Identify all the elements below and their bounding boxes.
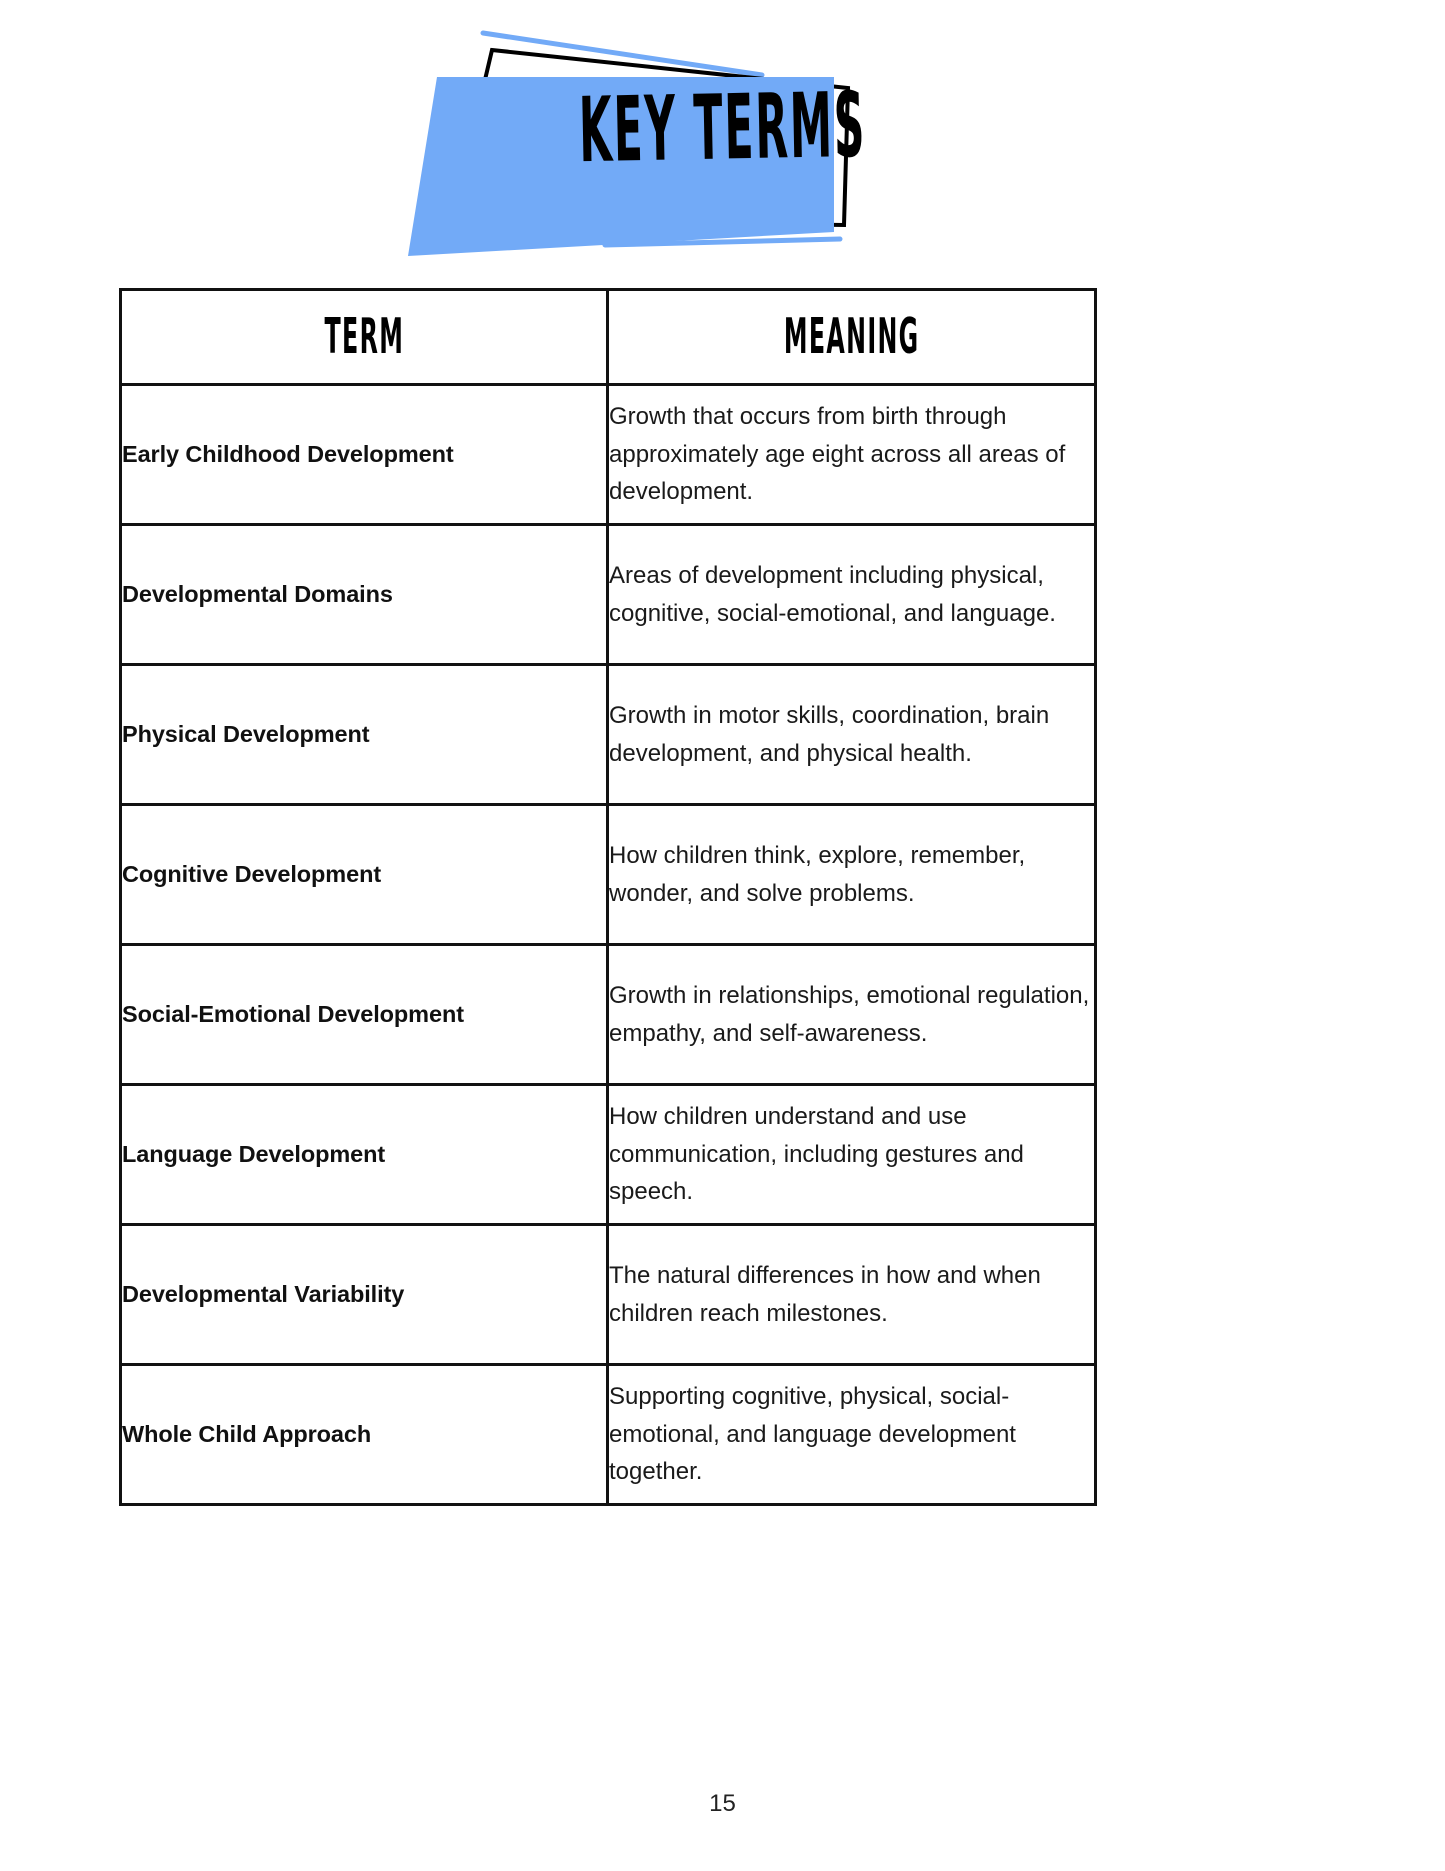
column-header-meaning [608, 290, 1096, 385]
term-cell: Cognitive Development [121, 805, 608, 945]
page-title-text: KEY TERMS [577, 71, 868, 183]
table-body [121, 385, 1096, 1505]
table-row [121, 385, 1096, 525]
table-row [121, 525, 1096, 665]
term-cell: Language Development [121, 1085, 608, 1225]
meaning-cell: How children understand and use communication, including gestures and speech. [608, 1085, 1096, 1225]
table-head [121, 290, 1096, 385]
page-number: 15 [709, 1790, 736, 1817]
meaning-cell: Growth that occurs from birth through approximately age eight across all areas of development. [608, 385, 1096, 525]
page-header-banner [0, 0, 1445, 280]
table-row [121, 1225, 1096, 1365]
meaning-cell: Growth in motor skills, coordination, brain development, and physical health. [608, 665, 1096, 805]
table-row [121, 805, 1096, 945]
meaning-cell: How children think, explore, remember, wonder, and solve problems. [608, 805, 1096, 945]
table-row [121, 1085, 1096, 1225]
meaning-cell: Areas of development including physical, cognitive, social-emotional, and language. [608, 525, 1096, 665]
column-header-meaning-label: MEANING [783, 308, 920, 366]
meaning-cell: The natural differences in how and when children reach milestones. [608, 1225, 1096, 1365]
table-row [121, 945, 1096, 1085]
term-cell: Whole Child Approach [121, 1365, 608, 1505]
column-header-term [121, 290, 608, 385]
table-header-row [121, 290, 1096, 385]
key-terms-table [119, 288, 1097, 1506]
meaning-cell: Supporting cognitive, physical, social-emotional, and language development together. [608, 1365, 1096, 1505]
table-row [121, 1365, 1096, 1505]
term-cell: Social-Emotional Development [121, 945, 608, 1085]
term-cell: Early Childhood Development [121, 385, 608, 525]
table-row [121, 665, 1096, 805]
column-header-term-label: TERM [324, 308, 404, 366]
meaning-cell: Growth in relationships, emotional regulation, empathy, and self-awareness. [608, 945, 1096, 1085]
term-cell: Developmental Variability [121, 1225, 608, 1365]
term-cell: Developmental Domains [121, 525, 608, 665]
term-cell: Physical Development [121, 665, 608, 805]
